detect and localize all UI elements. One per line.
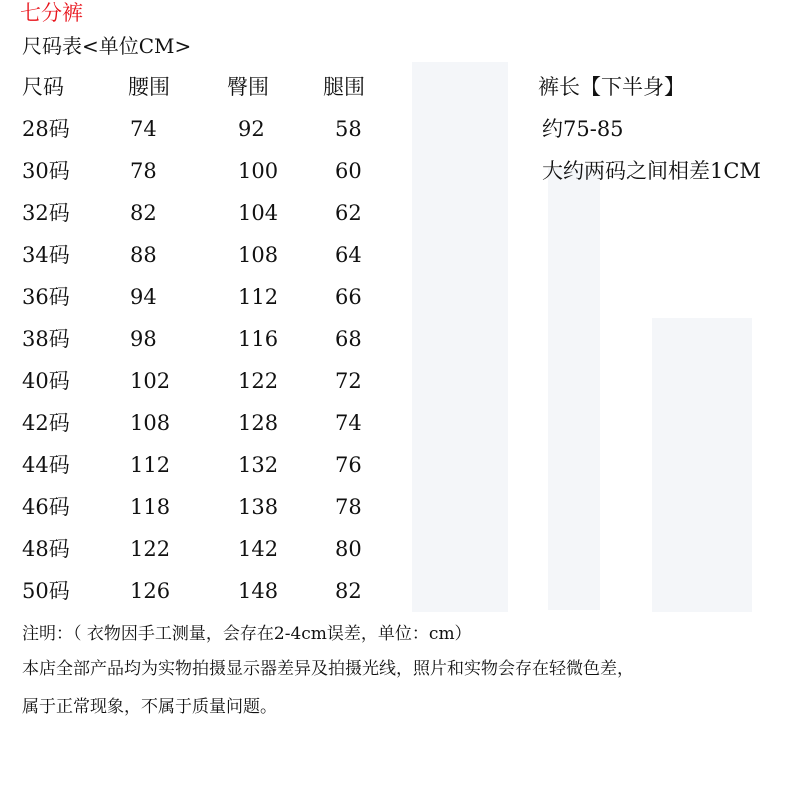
cell-size: 48码	[22, 537, 70, 561]
cell-waist: 88	[130, 243, 157, 267]
cell-hip: 92	[238, 117, 265, 141]
cell-size: 36码	[22, 285, 70, 309]
cell-thigh: 62	[335, 201, 362, 225]
cell-hip: 132	[238, 453, 279, 477]
cell-hip: 116	[238, 327, 279, 351]
cell-waist: 112	[130, 453, 171, 477]
cell-thigh: 66	[335, 285, 362, 309]
cell-thigh: 64	[335, 243, 362, 267]
cell-hip: 112	[238, 285, 279, 309]
cell-hip: 104	[238, 201, 279, 225]
cell-thigh: 82	[335, 579, 362, 603]
page-title: 七分裤	[20, 1, 83, 25]
column-header-waist: 腰围	[128, 75, 170, 99]
cell-waist: 122	[130, 537, 171, 561]
pants-length-label: 裤长【下半身】	[538, 75, 685, 99]
cell-thigh: 60	[335, 159, 362, 183]
cell-size: 46码	[22, 495, 70, 519]
cell-thigh: 68	[335, 327, 362, 351]
cell-size: 50码	[22, 579, 70, 603]
cell-waist: 74	[130, 117, 157, 141]
cell-waist: 126	[130, 579, 171, 603]
cell-thigh: 72	[335, 369, 362, 393]
size-difference-note: 大约两码之间相差1CM	[542, 159, 761, 183]
cell-thigh: 76	[335, 453, 362, 477]
cell-hip: 122	[238, 369, 279, 393]
cell-hip: 100	[238, 159, 279, 183]
background-shape	[652, 318, 752, 612]
cell-waist: 82	[130, 201, 157, 225]
pants-length-value: 约75-85	[542, 117, 624, 141]
cell-hip: 138	[238, 495, 279, 519]
cell-hip: 148	[238, 579, 279, 603]
cell-hip: 108	[238, 243, 279, 267]
background-shape	[412, 62, 508, 612]
cell-hip: 142	[238, 537, 279, 561]
cell-waist: 108	[130, 411, 171, 435]
color-disclaimer: 本店全部产品均为实物拍摄显示器差异及拍摄光线，照片和实物会存在轻微色差，	[22, 659, 634, 679]
cell-thigh: 80	[335, 537, 362, 561]
measurement-note: 注明：（ 衣物因手工测量，会存在2-4cm误差，单位：cm）	[22, 624, 472, 644]
cell-size: 40码	[22, 369, 70, 393]
cell-waist: 78	[130, 159, 157, 183]
cell-size: 30码	[22, 159, 70, 183]
cell-thigh: 78	[335, 495, 362, 519]
cell-waist: 102	[130, 369, 171, 393]
cell-size: 28码	[22, 117, 70, 141]
cell-waist: 98	[130, 327, 157, 351]
cell-thigh: 58	[335, 117, 362, 141]
cell-size: 44码	[22, 453, 70, 477]
background-shape	[548, 168, 600, 610]
column-header-hip: 臀围	[227, 75, 269, 99]
cell-waist: 94	[130, 285, 157, 309]
column-header-size: 尺码	[22, 75, 64, 99]
column-header-thigh: 腿围	[323, 75, 365, 99]
cell-size: 34码	[22, 243, 70, 267]
cell-thigh: 74	[335, 411, 362, 435]
quality-disclaimer: 属于正常现象，不属于质量问题。	[22, 697, 277, 717]
cell-size: 42码	[22, 411, 70, 435]
size-chart-subtitle: 尺码表<单位CM>	[22, 34, 192, 58]
cell-size: 38码	[22, 327, 70, 351]
cell-size: 32码	[22, 201, 70, 225]
cell-waist: 118	[130, 495, 171, 519]
cell-hip: 128	[238, 411, 279, 435]
